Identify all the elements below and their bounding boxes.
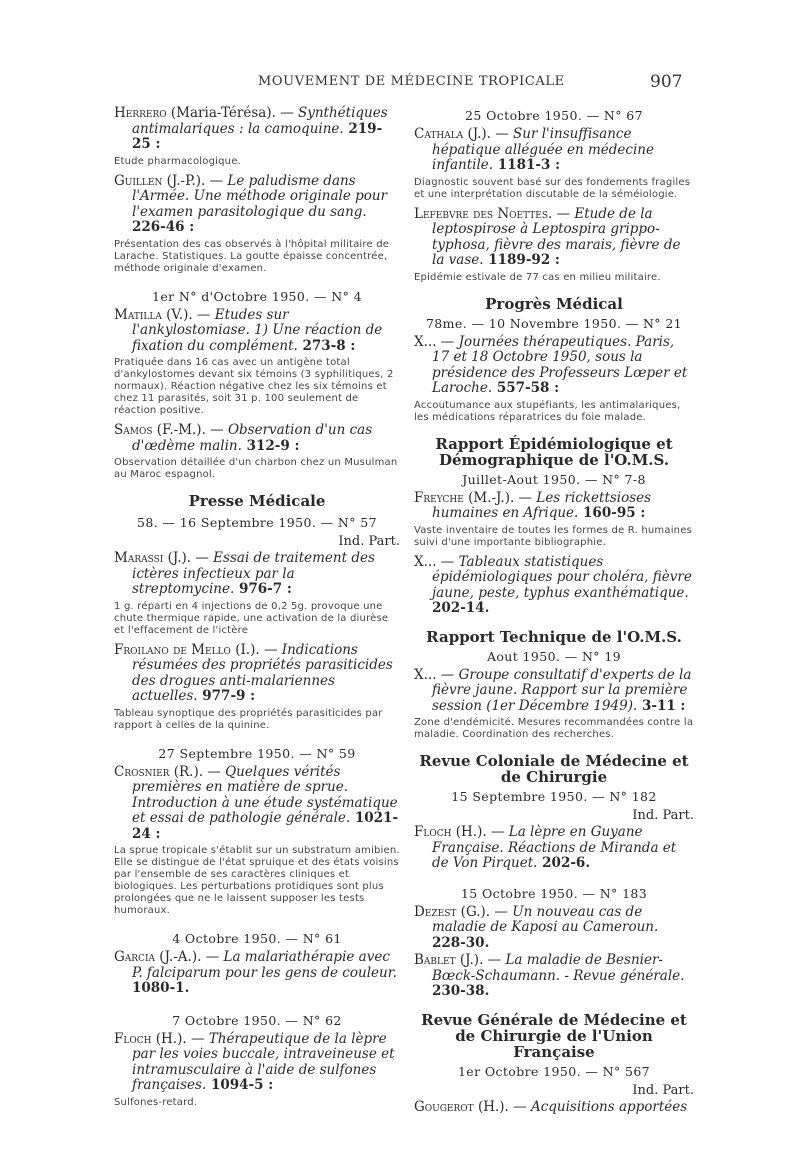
entry-title: Indications résumées des propriétés parasiticides des drogues anti-malariennes actuelles. bbox=[132, 641, 393, 704]
entry-note: 1 g. réparti en 4 injections de 0,2 5g. provoque une chute thermique rapide, une activation de la diurèse et l'effacement de l'ictère bbox=[114, 600, 389, 636]
entry-author: Dezest bbox=[414, 903, 457, 920]
entry-pages: 228-30. bbox=[432, 934, 490, 951]
bibliography-entry bbox=[114, 643, 400, 705]
entry-pages: 976-7 : bbox=[234, 581, 292, 597]
running-title: MOUVEMENT DE MÉDECINE TROPICALE bbox=[258, 74, 565, 89]
issue-heading: 78me. — 10 Novembre 1950. — N° 21 bbox=[425, 315, 683, 331]
entry-author-detail: (J.-A.). — bbox=[155, 949, 220, 965]
entry-author: Lefebvre des Noettes bbox=[414, 205, 549, 222]
entry-author: Garcia bbox=[114, 949, 156, 965]
entry-note: Tableau synoptique des propriétés parasiticides par rapport à celles de la quinine. bbox=[114, 707, 383, 731]
entry-author-detail: — bbox=[436, 333, 455, 350]
bibliography-entry bbox=[114, 106, 400, 153]
entry-title: Journées thérapeutiques. Paris, 17 et 18 Octobre 1950, sous la présidence des Professeurs Lœper et Laroche. bbox=[432, 333, 688, 396]
entry-author-detail: — bbox=[436, 666, 455, 683]
section-heading: Rapport Technique de l'O.M.S. bbox=[426, 627, 682, 646]
index-note: Ind. Part. bbox=[338, 534, 400, 549]
entry-pages: 312-9 : bbox=[241, 437, 300, 454]
entry-author: X... bbox=[414, 333, 437, 350]
entry-title: Le paludisme dans l'Armée. Une méthode originale pour l'examen parasitologique du sang. bbox=[132, 172, 388, 220]
bibliography-entry bbox=[414, 207, 694, 269]
bibliography-entry bbox=[114, 423, 400, 454]
entry-pages: 1094-5 : bbox=[206, 1077, 274, 1093]
entry-author-detail: (J.). — bbox=[455, 952, 502, 968]
entry-pages: 557-58 : bbox=[492, 380, 560, 396]
bibliography-entry bbox=[414, 825, 694, 872]
entry-author: Cathala bbox=[414, 126, 464, 142]
left-column bbox=[114, 106, 400, 1115]
entry-author: Crosnier bbox=[114, 763, 170, 780]
issue-heading: 27 Septembre 1950. — N° 59 bbox=[158, 745, 356, 761]
entry-author-detail: . — bbox=[548, 205, 571, 222]
entry-title: Synthétiques antimalariques : la camoquine. bbox=[132, 105, 388, 137]
entry-title: Observation d'un cas d'œdème malin. bbox=[132, 422, 373, 454]
section-heading: Revue Générale de Médecine et de Chirurgie de l'Union Française bbox=[421, 1010, 687, 1061]
bibliography-entry bbox=[414, 668, 694, 715]
issue-heading: 1er Octobre 1950. — N° 567 bbox=[457, 1063, 651, 1079]
issue-heading: Juillet-Aout 1950. — N° 7-8 bbox=[462, 471, 646, 487]
issue-heading: 15 Septembre 1950. — N° 182 bbox=[451, 789, 657, 804]
entry-title: Etudes sur l'ankylostomiase. 1) Une réaction de fixation du complément. bbox=[132, 306, 383, 354]
entry-author-detail: (J.-P.). — bbox=[162, 172, 224, 189]
entry-note: Présentation des cas observés à l'hôpital militaire de Larache. Statistiques. La goutte épaisse concentrée, méthode originale d'examen. bbox=[114, 238, 390, 274]
index-note: Ind. Part. bbox=[632, 1082, 694, 1098]
entry-author-detail: (J.). — bbox=[463, 126, 509, 142]
entry-pages: 1189-92 : bbox=[483, 252, 560, 268]
entry-author-detail: (J.). — bbox=[163, 550, 209, 566]
entry-title: La malariathérapie avec P. falciparum pour les gens de couleur. bbox=[132, 949, 397, 981]
entry-title: Sur l'insuffisance hépatique alléguée en médecine infantile. bbox=[432, 126, 654, 173]
bibliography-entry bbox=[414, 555, 694, 617]
issue-heading: 15 Octobre 1950. — N° 183 bbox=[460, 885, 648, 901]
entry-title: Un nouveau cas de maladie de Kaposi au Cameroun. bbox=[432, 903, 659, 935]
entry-note: La sprue tropicale s'établit sur un substratum amibien. Elle se distingue de l'état spruique et des états voisins par l'ensemble de ses caractères cliniques et biologiques. Les perturbations protidiques sont plus prolongées que ne le laissent supposer les tests humoraux. bbox=[114, 845, 400, 916]
bibliography-entry bbox=[414, 1100, 694, 1116]
bibliography-entry bbox=[414, 953, 694, 1000]
entry-pages: 977-9 : bbox=[197, 688, 256, 704]
entry-author-detail: (V.). — bbox=[161, 306, 211, 323]
entry-author: Herrero bbox=[114, 105, 167, 121]
index-note: Ind. Part. bbox=[632, 808, 694, 823]
entry-title: Acquisitions apportées bbox=[526, 1098, 688, 1115]
page-header bbox=[0, 74, 800, 96]
bibliography-entry bbox=[414, 905, 694, 952]
entry-title: Tableaux statistiques épidémiologiques pour choléra, fièvre jaune, peste, typhus exanthématique. bbox=[432, 553, 692, 601]
entry-author: Marassi bbox=[114, 550, 164, 566]
entry-note: Vaste inventaire de toutes les formes de R. humaines suivi d'une importante bibliographie. bbox=[414, 524, 692, 548]
entry-title: Thérapeutique de la lèpre par les voies buccale, intraveineuse et intramusculaire à l'aide de sulfones françaises. bbox=[132, 1030, 395, 1093]
entry-author: Guillen bbox=[114, 172, 163, 189]
bibliography-entry bbox=[414, 335, 694, 397]
issue-heading: 25 Octobre 1950. — N° 67 bbox=[465, 108, 643, 123]
bibliography-entry bbox=[114, 1032, 400, 1094]
entry-author-detail: (I.). — bbox=[230, 641, 278, 658]
entry-author: Floch bbox=[114, 1030, 152, 1047]
entry-pages: 1021-24 : bbox=[132, 810, 399, 842]
entry-note: Accoutumance aux stupéfiants, les antimalariques, les médications réparatrices du foie malade. bbox=[414, 399, 681, 423]
entry-author: X... bbox=[414, 553, 437, 570]
entry-note: Epidémie estivale de 77 cas en milieu militaire. bbox=[414, 271, 661, 283]
entry-author: Freyche bbox=[414, 489, 464, 506]
entry-author: Gougerot bbox=[414, 1098, 474, 1115]
section-heading: Rapport Épidémiologique et Démographique de l'O.M.S. bbox=[435, 434, 673, 469]
entry-author: Floch bbox=[414, 824, 452, 840]
entry-author: Samos bbox=[114, 422, 153, 438]
entry-note: Sulfones-retard. bbox=[114, 1096, 198, 1108]
entry-pages: 202-6. bbox=[537, 855, 591, 871]
issue-heading: Aout 1950. — N° 19 bbox=[486, 648, 622, 664]
entry-pages: 160-95 : bbox=[578, 505, 646, 521]
bibliography-entry bbox=[114, 308, 400, 355]
entry-note: Zone d'endémicité. Mesures recommandées contre la maladie. Coordination des recherches. bbox=[414, 717, 694, 740]
entry-pages: 219-25 : bbox=[132, 120, 383, 152]
entry-title: Essai de traitement des ictères infectieux par la streptomycine. bbox=[132, 550, 375, 597]
entry-author-detail: (G.). — bbox=[456, 903, 508, 920]
entry-title: La lèpre en Guyane Française. Réactions de Miranda et de Von Pirquet. bbox=[432, 824, 677, 871]
bibliography-entry bbox=[114, 765, 400, 843]
entry-pages: 1181-3 : bbox=[493, 157, 561, 173]
entry-pages: 202-14. bbox=[432, 600, 490, 616]
entry-title: Etude de la leptospirose à Leptospira grippo-typhosa, fièvre des marais, fièvre de la vase. bbox=[432, 205, 681, 268]
entry-author-detail: (M.-J.). — bbox=[463, 489, 533, 506]
entry-author: Bablet bbox=[414, 952, 456, 968]
right-column bbox=[414, 106, 694, 1117]
issue-heading: 7 Octobre 1950. — N° 62 bbox=[172, 1012, 342, 1028]
section-heading: Revue Coloniale de Médecine et de Chirurgie bbox=[419, 752, 689, 786]
entry-note: Diagnostic souvent basé sur des fondements fragiles et une interprétation discutable de la séméiologie. bbox=[414, 176, 691, 200]
entry-note: Etude pharmacologique. bbox=[114, 155, 241, 167]
entry-title: La maladie de Besnier-Bœck-Schaumann. - Revue générale. bbox=[432, 952, 685, 984]
bibliography-entry bbox=[114, 174, 400, 236]
entry-pages: 273-8 : bbox=[297, 337, 356, 354]
entry-title: Les rickettsioses humaines en Afrique. bbox=[432, 489, 652, 521]
entry-author: Matilla bbox=[114, 306, 162, 323]
entry-note: Pratiquée dans 16 cas avec un antigène total d'ankylostomes devant six témoins (3 syphilitiques, 2 normaux). Réaction négative chez les six témoins et chez 11 parasités, soit 31 p. 100 seulement de réaction positive. bbox=[114, 357, 394, 416]
issue-heading: 1er N° d'Octobre 1950. — N° 4 bbox=[152, 288, 362, 304]
entry-pages: 230-38. bbox=[432, 983, 490, 999]
issue-heading: 4 Octobre 1950. — N° 61 bbox=[172, 931, 342, 946]
entry-title: Groupe consultatif d'experts de la fièvre jaune. Rapport sur la première session (1er Décembre 1949). bbox=[432, 666, 692, 714]
entry-title: Quelques vérités premières en matière de sprue. Introduction à une étude systématique et essai de pathologie générale. bbox=[132, 763, 398, 826]
page-number: 907 bbox=[650, 72, 683, 92]
entry-author-detail: (R.). — bbox=[169, 763, 221, 780]
bibliography-entry bbox=[414, 491, 694, 522]
entry-pages: 3-11 : bbox=[637, 697, 686, 714]
section-heading: Progrès Médical bbox=[485, 294, 623, 313]
entry-author-detail: (H.). — bbox=[473, 1098, 527, 1115]
entry-note: Observation détaillée d'un charbon chez un Musulman au Maroc espagnol. bbox=[114, 457, 398, 480]
issue-heading: 58. — 16 Septembre 1950. — N° 57 bbox=[137, 515, 377, 530]
entry-author-detail: (H.). — bbox=[451, 824, 505, 840]
bibliography-entry bbox=[114, 950, 400, 997]
entry-author-detail: (F.-M.). — bbox=[152, 422, 224, 438]
entry-pages: 226-46 : bbox=[132, 219, 195, 235]
bibliography-entry bbox=[414, 127, 694, 174]
entry-author: X... bbox=[414, 666, 437, 683]
bibliography-entry bbox=[114, 551, 400, 598]
entry-author-detail: (Maria-Térésa). — bbox=[166, 105, 294, 121]
section-heading: Presse Médicale bbox=[188, 492, 326, 510]
entry-author-detail: — bbox=[436, 553, 455, 570]
entry-pages: 1080-1. bbox=[132, 980, 190, 996]
entry-author: Froilano de Mello bbox=[114, 641, 231, 658]
entry-author-detail: (H.). — bbox=[151, 1030, 205, 1047]
